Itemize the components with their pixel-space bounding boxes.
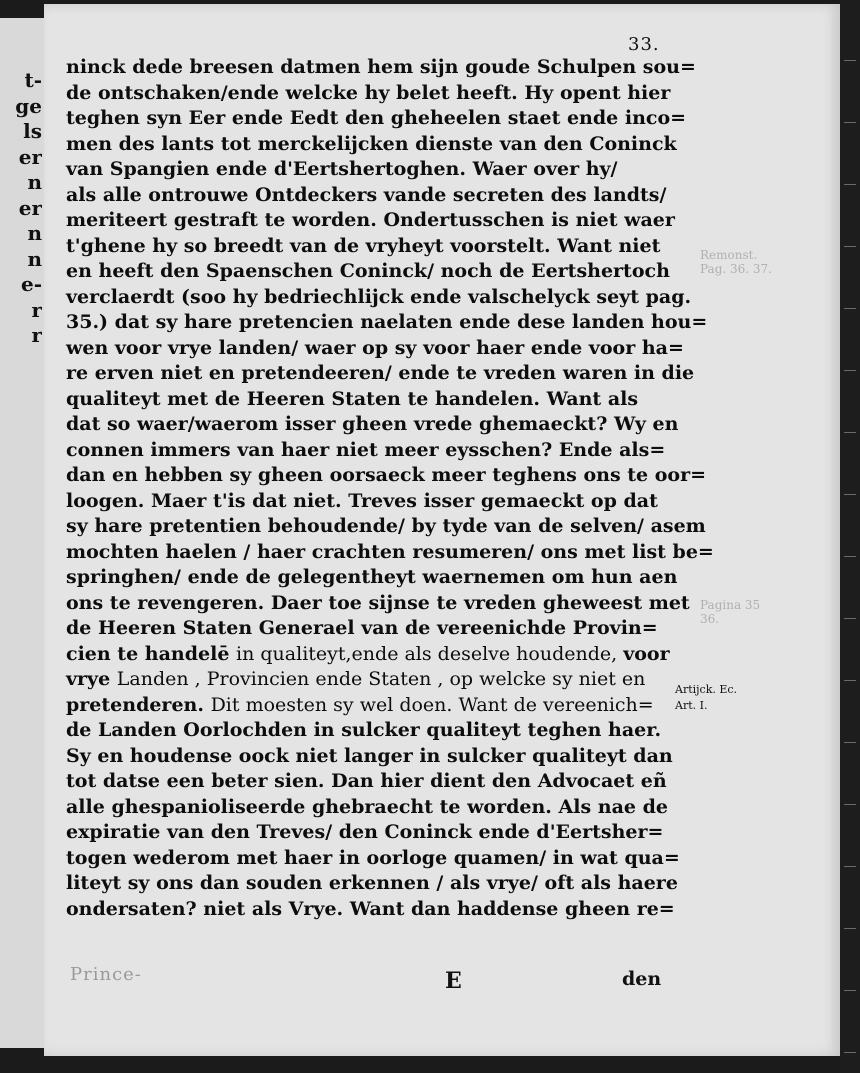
scan-strip-line <box>844 122 856 123</box>
facing-page-letter: ls <box>23 119 42 143</box>
facing-page-text <box>2 68 42 349</box>
facing-page-letter: n <box>27 170 42 194</box>
scan-strip-line <box>844 308 856 309</box>
scan-strip-line <box>844 556 856 557</box>
text-line: alle ghespanioliseerde ghebraecht te worden. Als nae de <box>66 795 669 818</box>
text-line: verclaerdt (soo hy bedriechlijck ende valschelyck seyt pag. <box>66 285 692 308</box>
facing-page-letter: er <box>18 195 42 220</box>
blackletter-text-segment: pretenderen. <box>66 693 211 716</box>
facing-page-letter: r <box>31 297 42 322</box>
text-line: sy hare pretentien behoudende/ by tyde van de selven/ asem <box>66 515 706 537</box>
text-line: meriteert gestraft te worden. Ondertusschen is niet waer <box>66 209 675 231</box>
scan-strip-line <box>844 866 856 867</box>
roman-text-segment: Landen , Provincien ende Staten , op welcke sy niet en <box>116 668 646 690</box>
text-line <box>66 693 666 719</box>
text-line: wen voor vrye landen/ waer op sy voor haer ende voor ha= <box>66 336 684 359</box>
text-line: de Landen Oorlochden in sulcker qualiteyt teghen haer. <box>66 719 662 741</box>
margin-note-line: Artijck. Ec. <box>675 683 738 696</box>
text-line: tot datse een beter sien. Dan hier dient den Advocaet eñ <box>66 770 667 792</box>
text-line: loogen. Maer t'is dat niet. Treves isser gemaeckt op dat <box>66 489 658 512</box>
facing-page-letter: n <box>27 221 42 245</box>
scan-strip-line <box>844 246 856 247</box>
scan-strip-line <box>844 370 856 371</box>
text-line: liteyt sy ons dan souden erkennen / als vrye/ oft als haere <box>66 872 678 894</box>
roman-text-segment: Dit moesten sy wel doen. Want de vereenich= <box>210 693 654 716</box>
text-line: 35.) dat sy hare pretencien naelaten ende dese landen hou= <box>66 311 708 333</box>
scan-background-strip <box>840 0 860 1073</box>
bleed-through-line: Pagina 35 <box>700 598 761 612</box>
scan-strip-line <box>844 1052 856 1053</box>
bleed-through-line: Remonst. <box>700 248 758 262</box>
text-line: dan en hebben sy gheen oorsaeck meer teghens ons te oor= <box>66 464 707 486</box>
text-line: en heeft den Spaenschen Coninck/ noch de Eertshertoch <box>66 260 670 282</box>
text-line: mochten haelen / haer crachten resumeren/ ons met list be= <box>66 540 714 563</box>
scan-strip-line <box>844 618 856 619</box>
scan-strip-line <box>844 494 856 495</box>
margin-note <box>675 682 737 714</box>
bleed-through-catchword: Prince- <box>70 964 142 985</box>
text-line: dat so waer/waerom isser gheen vrede ghemaeckt? Wy en <box>66 413 679 435</box>
facing-page-letter: e- <box>20 272 42 296</box>
scan-strip-line <box>844 432 856 433</box>
text-line: ondersaten? niet als Vrye. Want dan haddense gheen re= <box>66 897 675 920</box>
facing-page-letter: t- <box>24 68 42 92</box>
roman-text-segment: in qualiteyt,ende als deselve houdende, <box>236 642 624 665</box>
text-line: qualiteyt met de Heeren Staten te handelen. Want als <box>66 387 639 410</box>
page-number: 33. <box>628 34 660 55</box>
scan-strip-line <box>844 680 856 681</box>
text-line: de Heeren Staten Generael van de vereenichde Provin= <box>66 617 658 639</box>
scan-strip-line <box>844 990 856 991</box>
text-line: re erven niet en pretendeeren/ ende te vreden waren in die <box>66 362 695 384</box>
blackletter-text-segment: cien te handelē <box>66 642 237 665</box>
text-line: springhen/ ende de gelegentheyt waernemen om hun aen <box>66 566 678 588</box>
bleed-through-line: Pag. 36. 37. <box>700 262 772 276</box>
facing-page-letter: n <box>27 246 42 271</box>
text-line: Sy en houdense oock niet langer in sulcker qualiteyt dan <box>66 744 673 767</box>
signature-mark: E <box>445 968 462 994</box>
text-line: men des lants tot merckelijcken dienste van den Coninck <box>66 132 677 155</box>
scan-strip-line <box>844 60 856 61</box>
facing-page-letter: ge <box>15 93 42 118</box>
text-line: de ontschaken/ende welcke hy belet heeft. Hy opent hier <box>66 81 671 104</box>
bleed-through-note-top <box>700 248 772 276</box>
text-line: togen wederom met haer in oorloge quamen/ in wat qua= <box>66 846 680 869</box>
text-line: ons te revengeren. Daer toe sijnse te vreden gheweest met <box>66 591 690 614</box>
blackletter-text-segment: vrye <box>66 668 117 690</box>
text-line: connen immers van haer niet meer eysschen? Ende als= <box>66 438 666 461</box>
text-line: van Spangien ende d'Eertshertoghen. Waer over hy/ <box>66 158 618 180</box>
scan-strip-line <box>844 804 856 805</box>
margin-note-line: Art. I. <box>675 699 708 712</box>
catchword: den <box>622 968 662 990</box>
blackletter-text-segment: voor <box>623 642 670 665</box>
bleed-through-line: 36. <box>700 612 720 626</box>
text-line: ninck dede breesen datmen hem sijn goude Schulpen sou= <box>66 56 696 78</box>
text-line <box>66 642 670 668</box>
facing-page-letter: r <box>31 323 42 347</box>
text-line: als alle ontrouwe Ontdeckers vande secreten des landts/ <box>66 183 667 206</box>
facing-page-letter: er <box>18 144 42 169</box>
text-line <box>66 667 666 693</box>
facing-page-edge <box>0 18 46 1048</box>
text-line: teghen syn Eer ende Eedt den gheheelen staet ende inco= <box>66 107 687 129</box>
scan-strip-line <box>844 928 856 929</box>
text-line: expiratie van den Treves/ den Coninck ende d'Eertsher= <box>66 821 664 843</box>
text-line: t'ghene hy so breedt van de vryheyt voorstelt. Want niet <box>66 234 661 257</box>
bleed-through-note-mid <box>700 598 760 626</box>
scan-strip-line <box>844 184 856 185</box>
scan-strip-line <box>844 742 856 743</box>
